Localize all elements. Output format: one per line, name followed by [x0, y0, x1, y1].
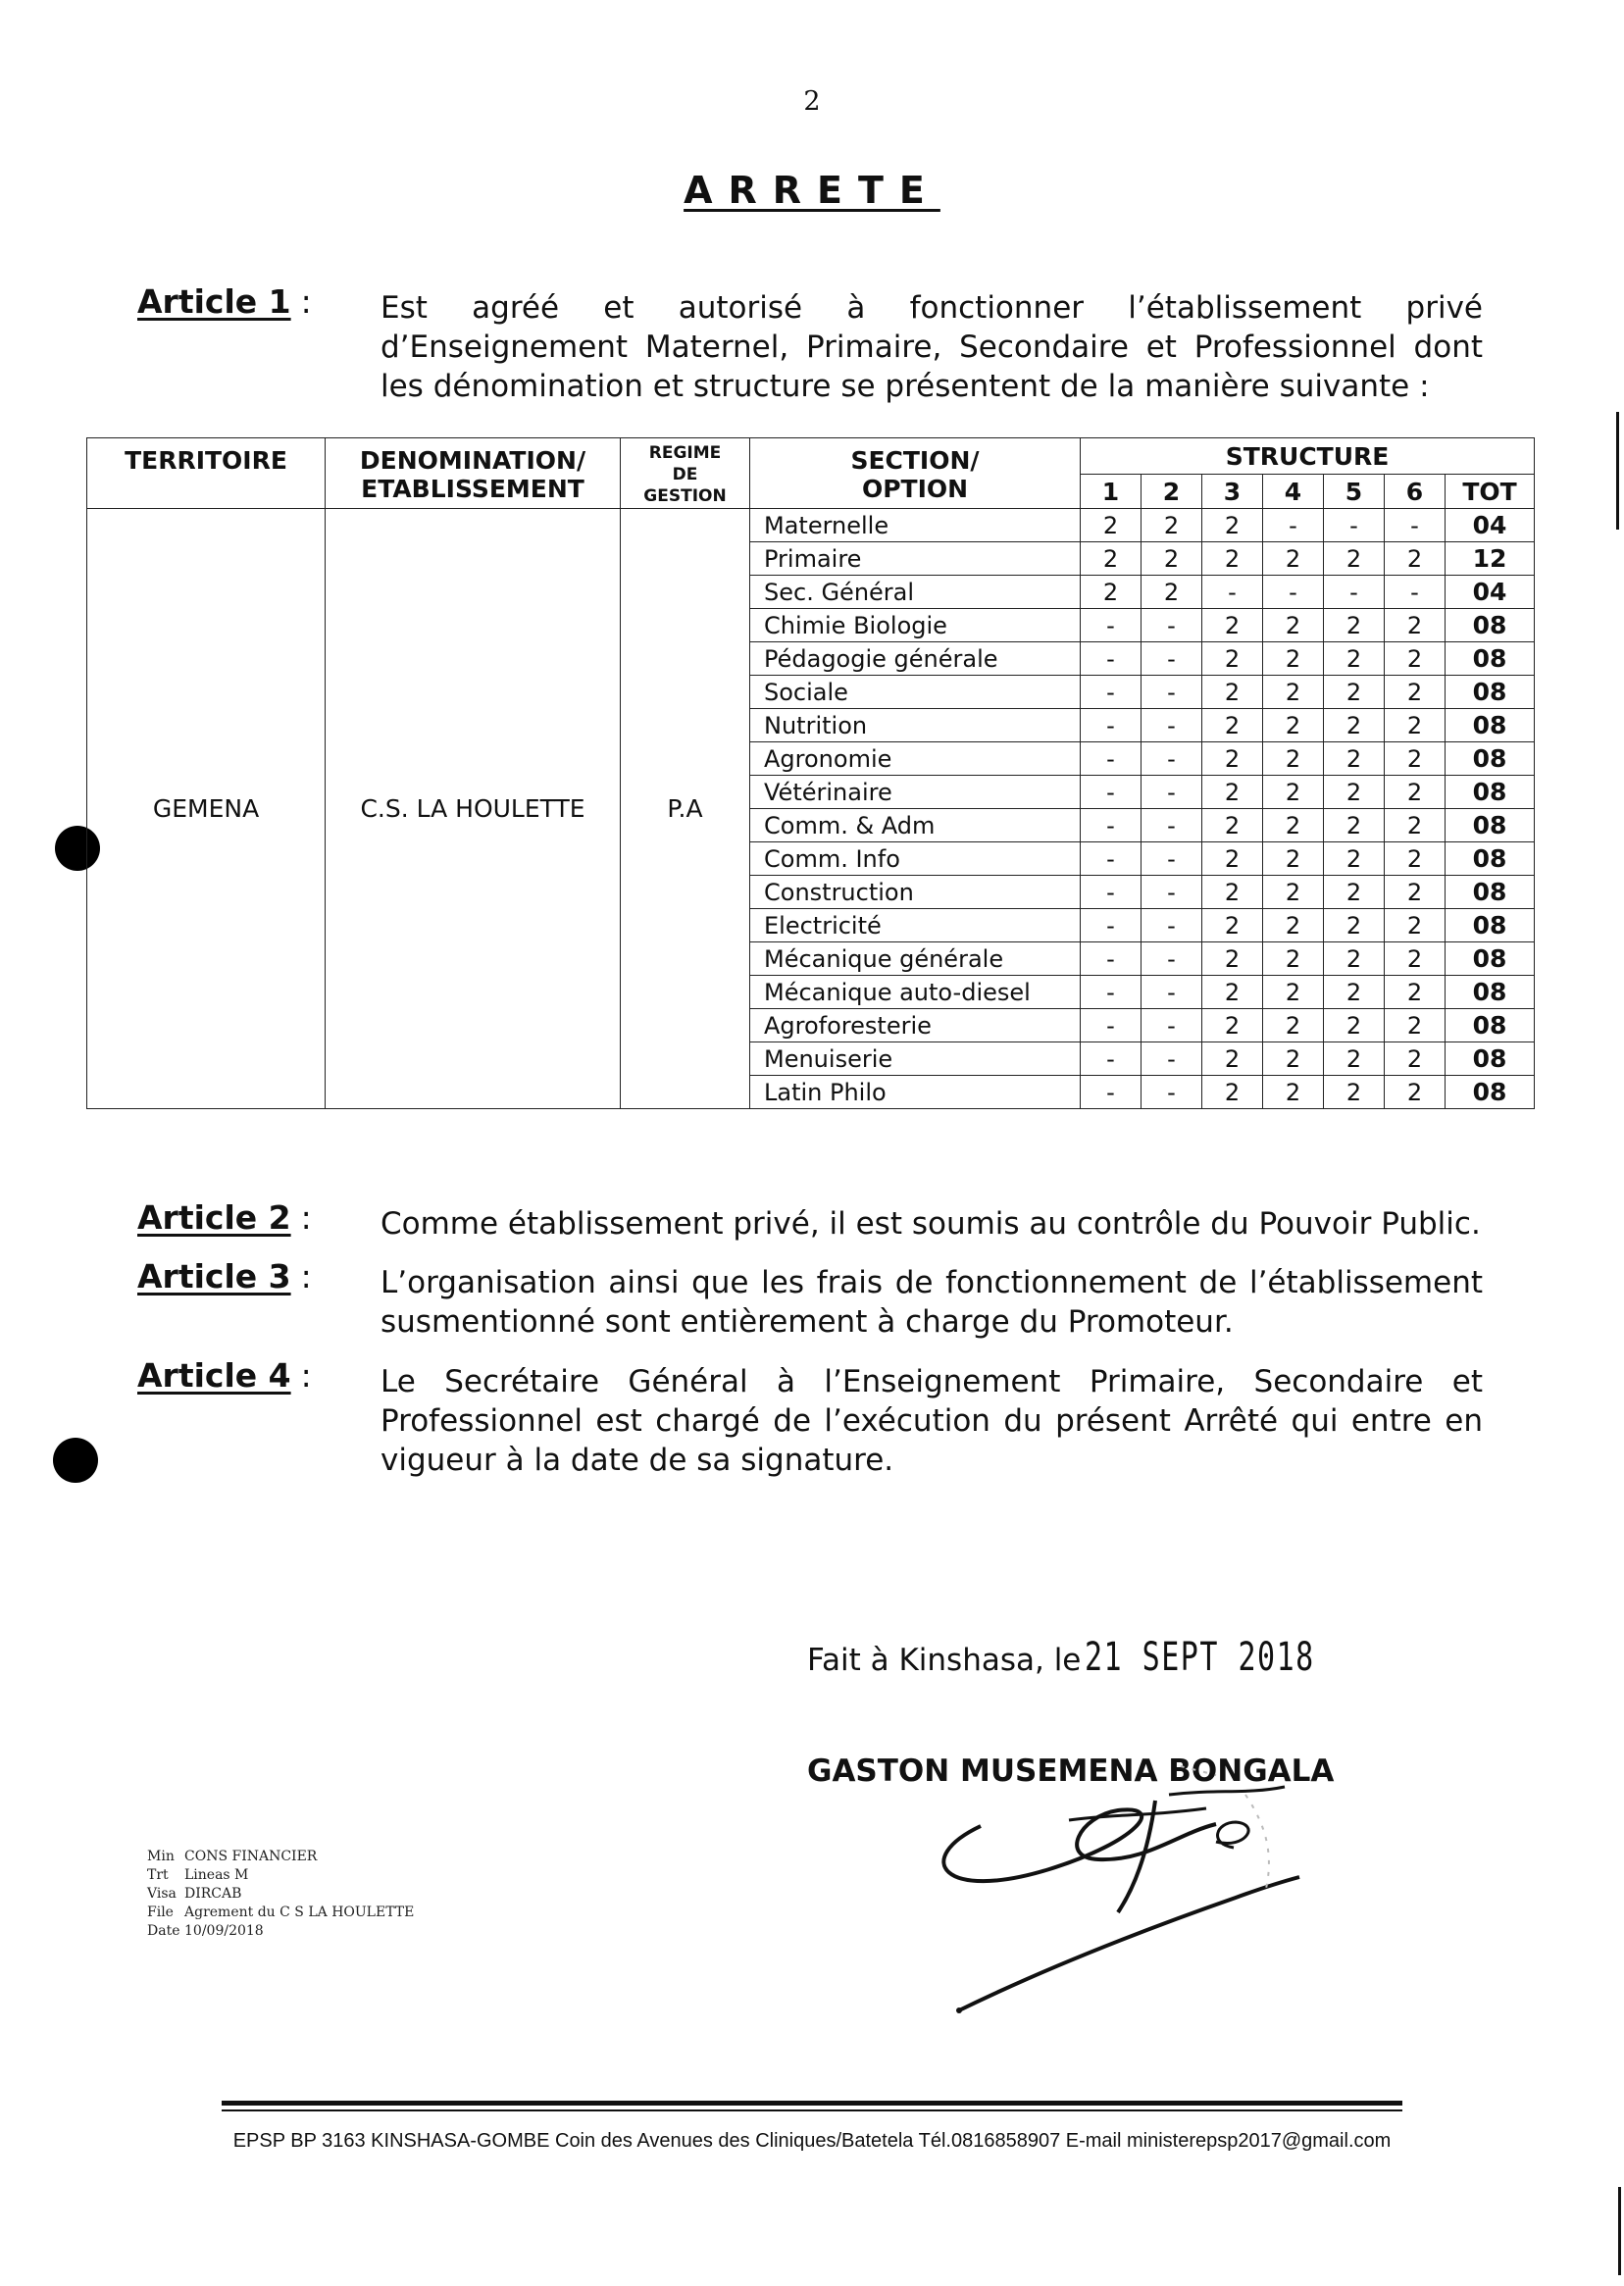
footer-address: EPSP BP 3163 KINSHASA-GOMBE Coin des Avenues des Cliniques/Batetela Tél.0816858907 E-mail ministerepsp2017@gmail.com	[232, 2130, 1392, 2152]
handwritten-signature	[922, 1765, 1373, 2030]
structure-value-cell: 2	[1263, 642, 1324, 676]
structure-value-cell: 2	[1385, 609, 1446, 642]
structure-value-cell: 2	[1263, 876, 1324, 909]
structure-value-cell: 2	[1202, 709, 1263, 742]
structure-value-cell: -	[1142, 676, 1202, 709]
structure-value-cell: 2	[1263, 942, 1324, 976]
structure-value-cell: 2	[1385, 709, 1446, 742]
section-cell: Construction	[750, 876, 1081, 909]
total-cell: 08	[1446, 609, 1535, 642]
header-denomination: DENOMINATION/ ETABLISSEMENT	[326, 438, 621, 509]
section-cell: Primaire	[750, 542, 1081, 576]
structure-value-cell: 2	[1385, 809, 1446, 842]
section-cell: Menuiserie	[750, 1042, 1081, 1076]
reference-key: File	[147, 1905, 174, 1920]
section-cell: Agroforesterie	[750, 1009, 1081, 1042]
structure-value-cell: -	[1142, 842, 1202, 876]
footer-rule-thick	[222, 2101, 1402, 2106]
header-col-1: 1	[1081, 475, 1142, 509]
structure-value-cell: -	[1142, 809, 1202, 842]
structure-value-cell: 2	[1324, 709, 1385, 742]
reference-line	[147, 1885, 414, 1904]
total-cell: 08	[1446, 842, 1535, 876]
structure-value-cell: 2	[1202, 876, 1263, 909]
reference-line	[147, 1866, 414, 1885]
structure-value-cell: 2	[1263, 909, 1324, 942]
structure-value-cell: 2	[1324, 1009, 1385, 1042]
structure-value-cell: 2	[1324, 1076, 1385, 1109]
total-cell: 08	[1446, 942, 1535, 976]
reference-line	[147, 1922, 414, 1941]
header-col-5: 5	[1324, 475, 1385, 509]
structure-value-cell: 2	[1202, 809, 1263, 842]
reference-key: Trt	[147, 1867, 169, 1883]
article-3-label: Article 3 :	[137, 1257, 312, 1295]
place-and-date: Fait à Kinshasa, le 21 SEPT 2018	[807, 1635, 1316, 1680]
structure-value-cell: 2	[1263, 742, 1324, 776]
header-col-tot: TOT	[1446, 475, 1535, 509]
section-cell: Comm. Info	[750, 842, 1081, 876]
header-col-2: 2	[1142, 475, 1202, 509]
structure-value-cell: 2	[1385, 676, 1446, 709]
structure-value-cell: -	[1142, 742, 1202, 776]
structure-value-cell: -	[1081, 742, 1142, 776]
structure-value-cell: -	[1081, 1076, 1142, 1109]
structure-value-cell: -	[1081, 909, 1142, 942]
structure-value-cell: 2	[1202, 642, 1263, 676]
structure-value-cell: 2	[1202, 776, 1263, 809]
total-cell: 08	[1446, 1009, 1535, 1042]
article-3-text: L’organisation ainsi que les frais de fonctionnement de l’établissement susmentionné sont entièrement à charge du Promoteur.	[381, 1265, 1483, 1340]
structure-value-cell: -	[1081, 776, 1142, 809]
structure-value-cell: 2	[1263, 809, 1324, 842]
total-cell: 08	[1446, 976, 1535, 1009]
structure-value-cell: 2	[1263, 842, 1324, 876]
structure-value-cell: -	[1142, 609, 1202, 642]
reference-value: Agrement du C S LA HOULETTE	[184, 1905, 415, 1920]
structure-value-cell: 2	[1263, 1076, 1324, 1109]
structure-value-cell: -	[1081, 976, 1142, 1009]
structure-value-cell: 2	[1202, 976, 1263, 1009]
structure-value-cell: 2	[1263, 542, 1324, 576]
structure-value-cell: 2	[1081, 576, 1142, 609]
header-regime: REGIME DE GESTION	[621, 438, 750, 509]
structure-value-cell: -	[1202, 576, 1263, 609]
structure-value-cell: 2	[1385, 909, 1446, 942]
header-structure: STRUCTURE	[1081, 438, 1535, 475]
structure-value-cell: -	[1142, 1042, 1202, 1076]
article-2-label: Article 2 :	[137, 1198, 312, 1237]
punch-hole-bottom	[53, 1438, 98, 1483]
structure-value-cell: 2	[1202, 542, 1263, 576]
structure-value-cell: 2	[1324, 976, 1385, 1009]
total-cell: 08	[1446, 1042, 1535, 1076]
structure-value-cell: -	[1263, 576, 1324, 609]
structure-value-cell: 2	[1385, 742, 1446, 776]
structure-value-cell: 2	[1385, 542, 1446, 576]
structure-value-cell: 2	[1142, 576, 1202, 609]
structure-value-cell: 2	[1385, 1009, 1446, 1042]
structure-value-cell: 2	[1385, 976, 1446, 1009]
structure-value-cell: -	[1081, 809, 1142, 842]
structure-value-cell: 2	[1324, 542, 1385, 576]
structure-value-cell: 2	[1142, 542, 1202, 576]
structure-value-cell: 2	[1324, 642, 1385, 676]
structure-value-cell: -	[1081, 1042, 1142, 1076]
structure-value-cell: 2	[1202, 909, 1263, 942]
structure-value-cell: 2	[1385, 842, 1446, 876]
structure-value-cell: 2	[1385, 1042, 1446, 1076]
page-number: 2	[803, 86, 821, 117]
header-col-4: 4	[1263, 475, 1324, 509]
structure-value-cell: 2	[1202, 509, 1263, 542]
structure-value-cell: 2	[1202, 609, 1263, 642]
structure-value-cell: 2	[1263, 1009, 1324, 1042]
structure-value-cell: -	[1142, 642, 1202, 676]
total-cell: 08	[1446, 709, 1535, 742]
scan-edge-line	[1618, 2187, 1621, 2275]
structure-value-cell: -	[1081, 1009, 1142, 1042]
reference-value: CONS FINANCIER	[184, 1849, 318, 1864]
reference-line	[147, 1904, 414, 1922]
header-territoire: TERRITOIRE	[87, 438, 326, 509]
structure-value-cell: -	[1324, 509, 1385, 542]
article-4-text: Le Secrétaire Général à l’Enseignement Primaire, Secondaire et Professionnel est chargé de l’exécution du présent Arrêté qui entre en vigueur à la date de sa signature.	[381, 1364, 1483, 1478]
reference-key: Visa	[147, 1886, 177, 1902]
reference-key: Min	[147, 1849, 175, 1864]
structure-value-cell: 2	[1385, 776, 1446, 809]
total-cell: 08	[1446, 742, 1535, 776]
structure-value-cell: -	[1081, 709, 1142, 742]
structure-value-cell: 2	[1263, 676, 1324, 709]
header-col-6: 6	[1385, 475, 1446, 509]
footer-rule-thin	[222, 2109, 1402, 2111]
denomination-cell: C.S. LA HOULETTE	[326, 509, 621, 1109]
reference-line	[147, 1848, 414, 1866]
structure-value-cell: 2	[1202, 1076, 1263, 1109]
section-cell: Chimie Biologie	[750, 609, 1081, 642]
section-cell: Nutrition	[750, 709, 1081, 742]
structure-value-cell: 2	[1263, 976, 1324, 1009]
reference-block	[147, 1848, 414, 1941]
structure-value-cell: -	[1081, 609, 1142, 642]
total-cell: 04	[1446, 576, 1535, 609]
total-cell: 08	[1446, 642, 1535, 676]
structure-value-cell: -	[1081, 642, 1142, 676]
article-1-label: Article 1 :	[137, 282, 312, 321]
section-cell: Maternelle	[750, 509, 1081, 542]
total-cell: 08	[1446, 876, 1535, 909]
structure-value-cell: 2	[1324, 909, 1385, 942]
structure-value-cell: -	[1142, 942, 1202, 976]
article-2-text: Comme établissement privé, il est soumis au contrôle du Pouvoir Public.	[381, 1206, 1481, 1242]
structure-value-cell: -	[1142, 909, 1202, 942]
article-4-label: Article 4 :	[137, 1356, 312, 1395]
structure-value-cell: -	[1263, 509, 1324, 542]
table-row	[87, 509, 1535, 542]
structure-value-cell: 2	[1202, 942, 1263, 976]
structure-value-cell: 2	[1324, 809, 1385, 842]
structure-value-cell: -	[1081, 876, 1142, 909]
section-cell: Electricité	[750, 909, 1081, 942]
structure-value-cell: 2	[1202, 676, 1263, 709]
structure-value-cell: -	[1324, 576, 1385, 609]
structure-value-cell: 2	[1263, 709, 1324, 742]
structure-value-cell: 2	[1385, 942, 1446, 976]
structure-value-cell: -	[1081, 842, 1142, 876]
structure-value-cell: -	[1385, 576, 1446, 609]
structure-value-cell: 2	[1324, 742, 1385, 776]
structure-value-cell: 2	[1324, 776, 1385, 809]
structure-value-cell: 2	[1324, 842, 1385, 876]
structure-value-cell: 2	[1324, 876, 1385, 909]
section-cell: Mécanique auto-diesel	[750, 976, 1081, 1009]
section-cell: Mécanique générale	[750, 942, 1081, 976]
structure-value-cell: 2	[1324, 1042, 1385, 1076]
total-cell: 08	[1446, 1076, 1535, 1109]
reference-value: 10/09/2018	[184, 1923, 264, 1939]
structure-value-cell: 2	[1263, 776, 1324, 809]
structure-value-cell: 2	[1263, 1042, 1324, 1076]
structure-value-cell: -	[1142, 1009, 1202, 1042]
section-cell: Sec. Général	[750, 576, 1081, 609]
section-cell: Vétérinaire	[750, 776, 1081, 809]
structure-table	[86, 437, 1535, 1109]
structure-value-cell: 2	[1324, 609, 1385, 642]
territoire-cell: GEMENA	[87, 509, 326, 1109]
section-cell: Latin Philo	[750, 1076, 1081, 1109]
structure-value-cell: -	[1385, 509, 1446, 542]
document-title: ARRETE	[684, 169, 940, 212]
total-cell: 12	[1446, 542, 1535, 576]
structure-value-cell: -	[1142, 709, 1202, 742]
structure-value-cell: 2	[1081, 509, 1142, 542]
total-cell: 08	[1446, 809, 1535, 842]
total-cell: 08	[1446, 909, 1535, 942]
reference-key: Date	[147, 1923, 180, 1939]
total-cell: 04	[1446, 509, 1535, 542]
structure-value-cell: -	[1142, 976, 1202, 1009]
structure-value-cell: -	[1142, 776, 1202, 809]
structure-value-cell: 2	[1324, 676, 1385, 709]
date-stamp: 21 SEPT 2018	[1085, 1635, 1316, 1680]
section-cell: Pédagogie générale	[750, 642, 1081, 676]
section-cell: Agronomie	[750, 742, 1081, 776]
section-cell: Comm. & Adm	[750, 809, 1081, 842]
structure-value-cell: -	[1081, 676, 1142, 709]
reference-value: Lineas M	[184, 1867, 249, 1883]
structure-value-cell: 2	[1202, 1042, 1263, 1076]
section-cell: Sociale	[750, 676, 1081, 709]
total-cell: 08	[1446, 776, 1535, 809]
structure-value-cell: 2	[1385, 876, 1446, 909]
header-col-3: 3	[1202, 475, 1263, 509]
total-cell: 08	[1446, 676, 1535, 709]
structure-value-cell: 2	[1385, 642, 1446, 676]
structure-value-cell: 2	[1081, 542, 1142, 576]
structure-value-cell: 2	[1142, 509, 1202, 542]
scan-edge-line	[1616, 412, 1619, 530]
structure-value-cell: 2	[1324, 942, 1385, 976]
reference-value: DIRCAB	[184, 1886, 242, 1902]
header-section: SECTION/ OPTION	[750, 438, 1081, 509]
article-1-text: Est agréé et autorisé à fonctionner l’établissement privé d’Enseignement Maternel, Primaire, Secondaire et Professionnel dont les dénomination et structure se présentent de la manière suivante :	[381, 290, 1483, 404]
structure-value-cell: 2	[1202, 1009, 1263, 1042]
structure-value-cell: -	[1142, 876, 1202, 909]
structure-value-cell: -	[1081, 942, 1142, 976]
structure-value-cell: 2	[1385, 1076, 1446, 1109]
structure-value-cell: 2	[1263, 609, 1324, 642]
signatory-name: GASTON MUSEMENA BONGALA	[807, 1753, 1335, 1789]
regime-cell: P.A	[621, 509, 750, 1109]
structure-value-cell: -	[1142, 1076, 1202, 1109]
structure-value-cell: 2	[1202, 742, 1263, 776]
structure-value-cell: 2	[1202, 842, 1263, 876]
